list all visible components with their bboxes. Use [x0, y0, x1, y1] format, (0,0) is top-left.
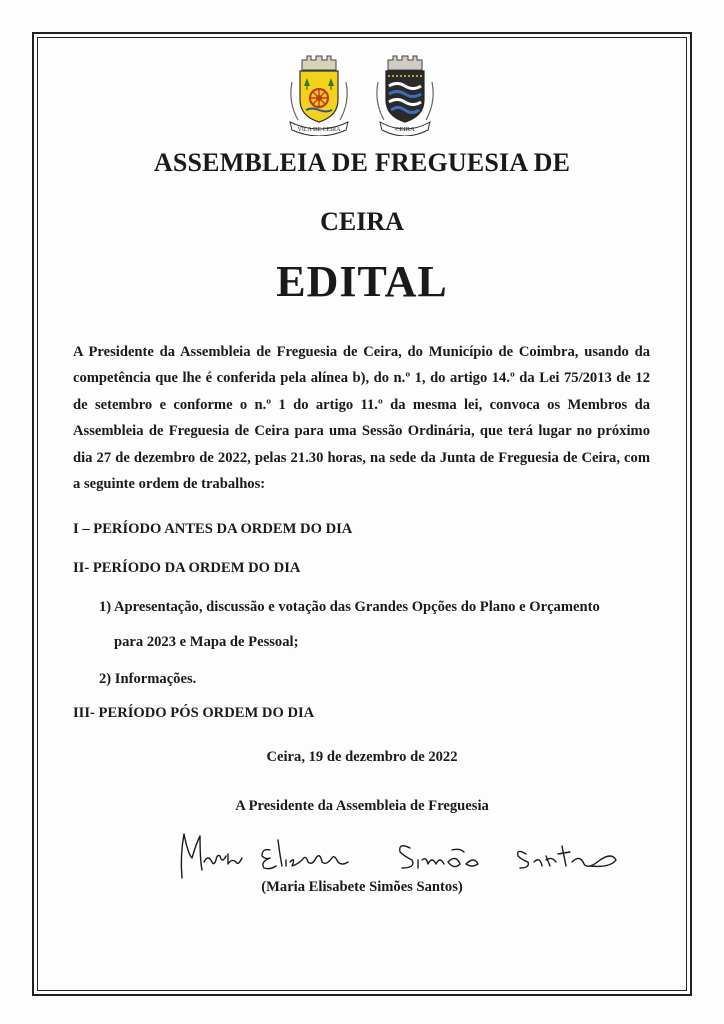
edital-title: EDITAL [276, 257, 448, 306]
vila-de-ceira-crest [280, 52, 358, 136]
crest-right-banner-text: CEIRA [395, 126, 415, 133]
convocation-paragraph: A Presidente da Assembleia de Freguesia de Ceira, do Município de Coimbra, usando da competência que lhe é conferida pela alínea b), do n.º 1, do artigo 14.º da Lei 75/2013 de 12 de setembro e conforme o n.º 1 do artigo 11.º da mesma lei, convoca os Membros da Assembleia de Freguesia de Ceira para uma Sessão Ordinária, que terá lugar no próximo dia 27 de dezembro de 2022, pelas 21.30 horas, na sede da Junta de Freguesia de Ceira, com a seguinte ordem de trabalhos: [73, 344, 650, 493]
agenda-section-1: I – PERÍODO ANTES DA ORDEM DO DIA [73, 521, 353, 537]
coats-of-arms [0, 52, 724, 136]
agenda-section-3: III- PERÍODO PÓS ORDEM DO DIA [73, 705, 315, 721]
document-date: Ceira, 19 de dezembro de 2022 [266, 749, 458, 765]
assembly-title: ASSEMBLEIA DE FREGUESIA DE [153, 148, 571, 177]
ceira-crest [366, 52, 444, 136]
agenda-item-1-line-1: 1) Apresentação, discussão e votação das Grandes Opções do Plano e Orçamento [99, 599, 600, 615]
signer-name: (Maria Elisabete Simões Santos) [261, 879, 463, 895]
parish-title: CEIRA [320, 207, 404, 236]
agenda-item-1-line-2: para 2023 e Mapa de Pessoal; [114, 634, 299, 650]
agenda-item-2: 2) Informações. [99, 671, 197, 687]
crest-left-banner-text: VILA DE CEIRA [297, 127, 341, 133]
handwritten-signature [170, 826, 640, 886]
agenda-section-2: II- PERÍODO DA ORDEM DO DIA [73, 560, 301, 576]
signer-title: A Presidente da Assembleia de Freguesia [235, 798, 489, 814]
